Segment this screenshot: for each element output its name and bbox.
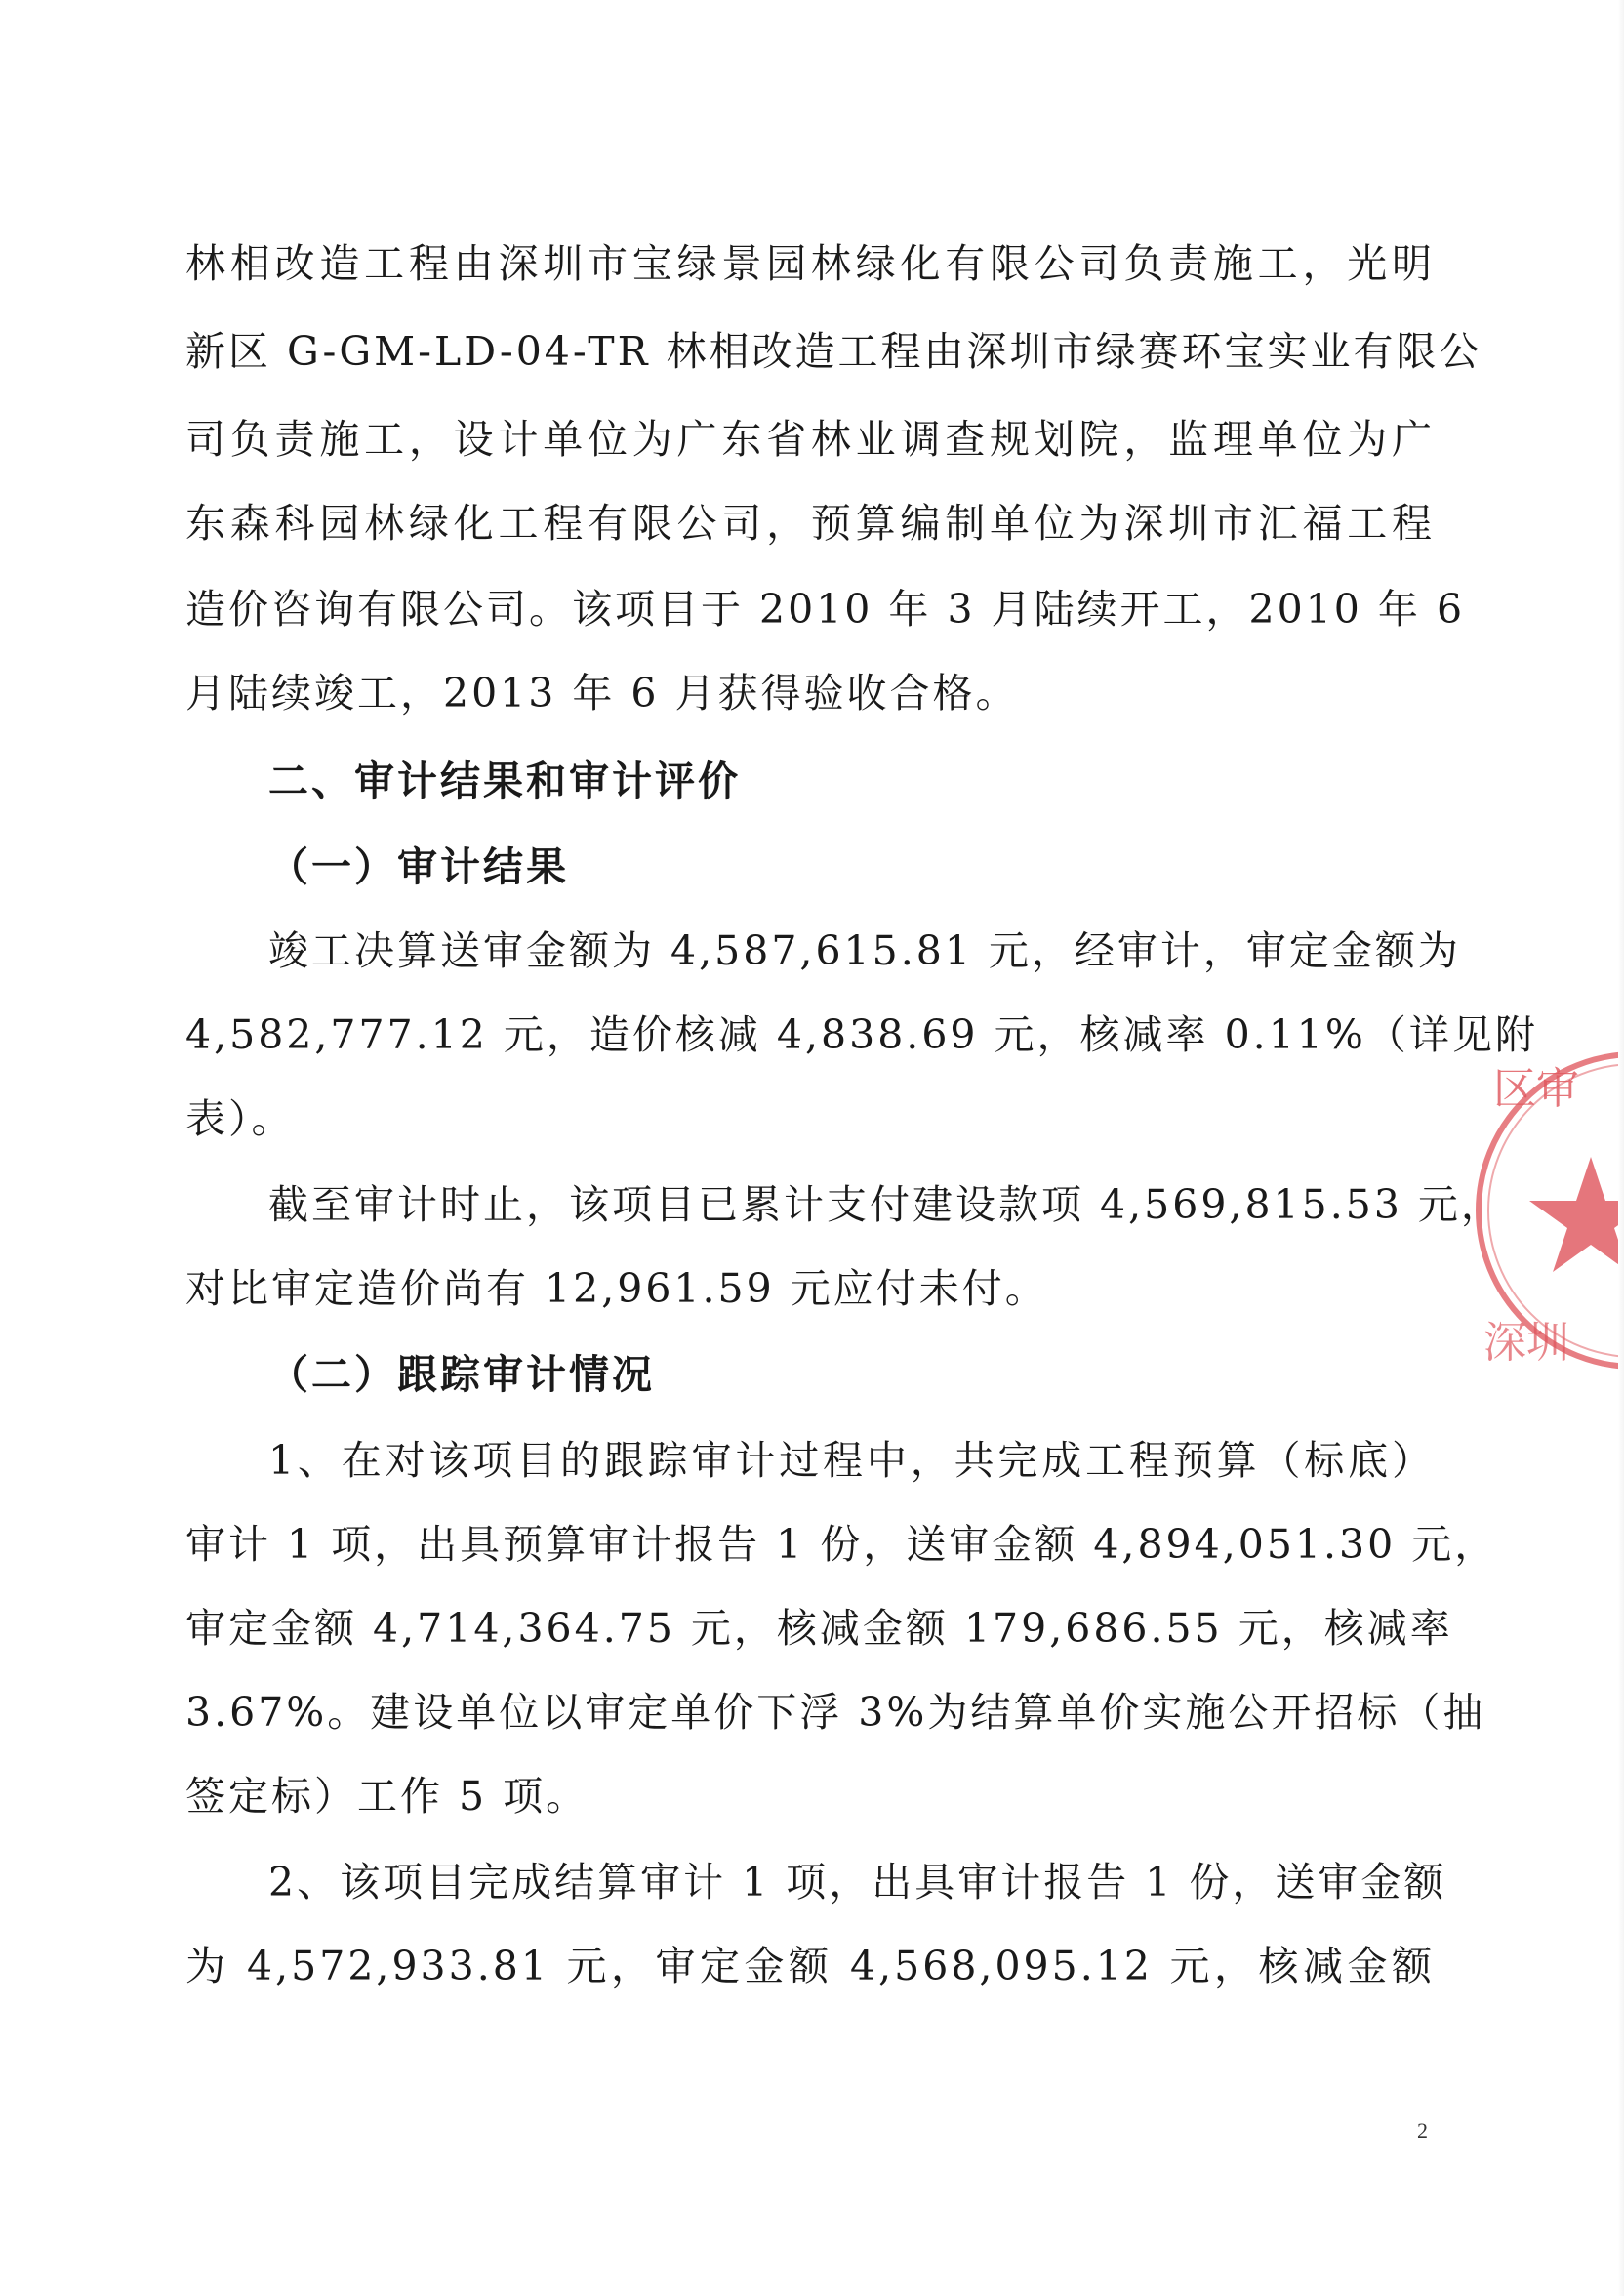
- subsection-heading-tracking-audit: （二）跟踪审计情况: [268, 1351, 655, 1398]
- body-line-3: 司负责施工，设计单位为广东省林业调查规划院，监理单位为广: [185, 416, 1435, 463]
- tracking-line-5: 签定标）工作 5 项。: [185, 1773, 589, 1820]
- page-number: 2: [1417, 2118, 1428, 2143]
- scan-edge: [1618, 0, 1624, 2296]
- body-line-2: 新区 G-GM-LD-04-TR 林相改造工程由深圳市绿赛环宝实业有限公: [185, 328, 1482, 375]
- body-line-5: 造价咨询有限公司。该项目于 2010 年 3 月陆续开工，2010 年 6: [185, 586, 1466, 633]
- tracking-line-2: 审计 1 项，出具预算审计报告 1 份，送审金额 4,894,051.30 元，: [185, 1521, 1498, 1568]
- section-heading: 二、审计结果和审计评价: [268, 758, 741, 804]
- svg-text:区审: 区审: [1493, 1064, 1579, 1114]
- svg-text:深圳: 深圳: [1483, 1318, 1569, 1368]
- settlement-line-1: 2、该项目完成结算审计 1 项，出具审计报告 1 份，送审金额: [268, 1859, 1447, 1906]
- audit-results-line-1: 竣工决算送审金额为 4,587,615.81 元，经审计，审定金额为: [268, 927, 1461, 974]
- audit-results-line-3: 表）。: [185, 1095, 295, 1142]
- settlement-line-2: 为 4,572,933.81 元，审定金额 4,568,095.12 元，核减金额: [185, 1943, 1435, 1989]
- body-line-4: 东森科园林绿化工程有限公司，预算编制单位为深圳市汇福工程: [185, 500, 1435, 547]
- body-line-6: 月陆续竣工，2013 年 6 月获得验收合格。: [185, 670, 1019, 717]
- official-seal-icon: [1464, 1035, 1624, 1386]
- audit-results-line-2: 4,582,777.12 元，造价核减 4,838.69 元，核减率 0.11%（详见附: [185, 1011, 1538, 1058]
- subsection-heading-audit-results: （一）审计结果: [268, 843, 569, 890]
- tracking-line-3: 审定金额 4,714,364.75 元，核减金额 179,686.55 元，核减率: [185, 1605, 1453, 1652]
- tracking-line-4: 3.67%。建设单位以审定单价下浮 3%为结算单价实施公开招标（抽: [185, 1689, 1486, 1736]
- payment-line-1: 截至审计时止，该项目已累计支付建设款项 4,569,815.53 元，: [268, 1181, 1504, 1228]
- payment-line-2: 对比审定造价尚有 12,961.59 元应付未付。: [185, 1265, 1048, 1312]
- body-line-1: 林相改造工程由深圳市宝绿景园林绿化有限公司负责施工，光明: [185, 240, 1435, 287]
- tracking-line-1: 1、在对该项目的跟踪审计过程中，共完成工程预算（标底）: [268, 1437, 1435, 1484]
